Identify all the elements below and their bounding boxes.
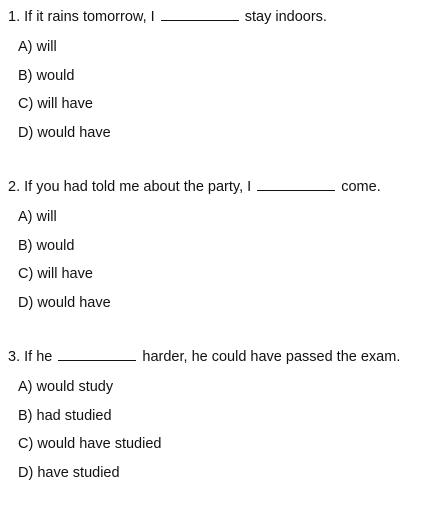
question-text: [8, 348, 400, 366]
question-suffix: harder, he could have passed the exam.: [142, 349, 401, 365]
option-c: C) will have: [18, 266, 93, 282]
option-a: A) will: [18, 209, 57, 225]
option-d: D) have studied: [18, 464, 120, 481]
answer-blank: [257, 178, 335, 191]
option-a: A) will: [18, 39, 57, 55]
options-list: [18, 38, 111, 152]
option-b: B) would: [18, 237, 75, 254]
question-prefix: 3. If he: [8, 349, 53, 365]
answer-blank: [58, 348, 136, 361]
option-c: C) will have: [18, 96, 93, 112]
option-d: D) would have: [18, 294, 111, 311]
question-suffix: stay indoors.: [244, 9, 327, 25]
option-b: B) would: [18, 67, 75, 84]
question-prefix: 2. If you had told me about the party, I: [8, 179, 252, 195]
question-text: [8, 8, 327, 26]
question-suffix: come.: [341, 179, 381, 195]
options-list: [18, 378, 161, 492]
option-a: A) would study: [18, 379, 114, 395]
question-text: [8, 178, 381, 196]
answer-blank: [161, 8, 239, 21]
option-b: B) had studied: [18, 407, 112, 424]
question-prefix: 1. If it rains tomorrow, I: [8, 9, 155, 25]
options-list: [18, 208, 111, 322]
option-d: D) would have: [18, 124, 111, 141]
option-c: C) would have studied: [18, 436, 162, 452]
